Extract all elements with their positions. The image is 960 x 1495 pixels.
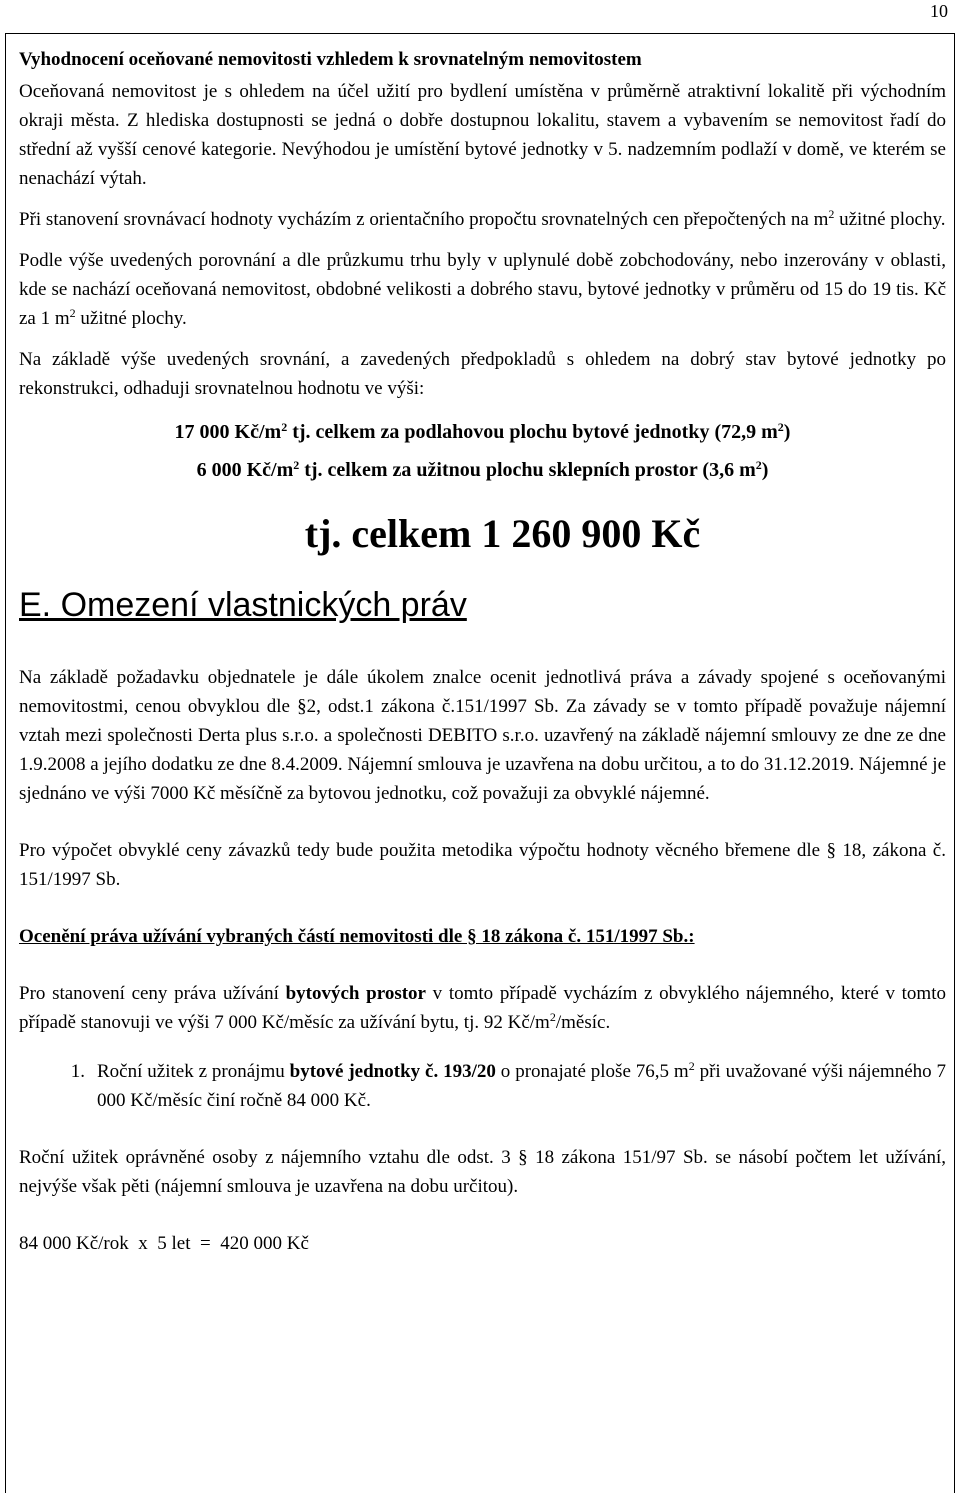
section-e-heading: E. Omezení vlastnických práv [19, 586, 467, 624]
paragraph-market: Podle výše uvedených porovnání a dle průzkumu trhu byly v uplynulé době zobchodovány, nebo inzerovány v oblasti, kde se nachází oceňovaná nemovitost, obdobné velikosti a dobrého stavu, bytové jednotky v průměru od 15 do 19 tis. Kč za 1 $m^2$ užitné plochy. [19, 250, 946, 329]
page-number: 10 [930, 1, 948, 21]
paragraph-lease: Na základě požadavku objednatele je dále úkolem znalce ocenit jednotlivá práva a závady spojené s oceňovanými nemovitostmi, cenou obvyklou dle §2, odst.1 zákona č.151/1997 Sb. Za závady se v tomto případě považuje nájemní vztah mezi společnosti Derta plus s.r.o. a společnosti DEBITO s.r.o. uzavřený na základě nájemní smlouvy ze dne ze dne 1.9.2008 a jejího dodatku ze dne 8.4.2009. Nájemní smlouva je uzavřena na dobu určitou, a to do 31.12.2019. Nájemné je sjednáno ve výši 7000 Kč měsíčně za bytovou jednotku, což považuji za obvyklé nájemné. [19, 667, 946, 804]
valuation-subheading: Ocenění práva užívání vybraných částí nemovitosti dle § 18 zákona č. 151/1997 Sb.: [19, 926, 695, 947]
value-line-cellar: 6 000 $Kč/m^2$ tj. celkem za užitnou plochu sklepních prostor (3,6 $m^2$) [196, 458, 769, 481]
calculation-line: 84 000 Kč/rok x 5 let = 420 000 Kč [19, 1233, 309, 1254]
list-item-number: 1. [70, 1061, 85, 1082]
document-body [19, 45, 946, 1258]
paragraph-location: Oceňovaná nemovitost je s ohledem na účel užití pro bydlení umístěna v průměrně atraktivní lokalitě při východním okraji města. Z hlediska dostupnosti se jedná o dobře dostupnou lokalitu, stavem a vybavením se nemovitost řadí do střední až vyšší cenové kategorie. Nevýhodou je umístění bytové jednotky v 5. nadzemním podlaží v domě, ve kterém se nenachází výtah. [19, 81, 946, 189]
paragraph-annual-benefit: Roční užitek oprávněné osoby z nájemního vztahu dle odst. 3 § 18 zákona 151/97 Sb. se násobí počtem let užívání, nejvýše však pěti (nájemní smlouva je uzavřena na dobu určitou). [19, 1147, 946, 1197]
list-item [19, 1057, 946, 1115]
paragraph-methodology: Pro výpočet obvyklé ceny závazků tedy bude použita metodika výpočtu hodnoty věcného břemene dle § 18, zákona č. 151/1997 Sb. [19, 840, 946, 890]
list-item-text: Roční užitek z pronájmu bytové jednotky č. 193/20 o pronajaté ploše 76,5 $m^2$ při uvažované výši nájemného 7 000 Kč/měsíc činí ročně 84 000 Kč. [97, 1059, 947, 1111]
value-line-apartment: 17 000 $Kč/m^2$ tj. celkem za podlahovou plochu bytové jednotky (72,9 $m^2$) [174, 420, 791, 443]
total-value: tj. celkem 1 260 900 Kč [304, 511, 701, 556]
paragraph-rent: Pro stanovení ceny práva užívání bytových prostor v tomto případě vycházím z obvyklého nájemného, které v tomto případě stanovuji ve výši 7 000 Kč/měsíc za užívání bytu, tj. 92 $Kč/m^2$/měsíc. [19, 983, 946, 1033]
paragraph-method: Při stanovení srovnávací hodnoty vycházím z orientačního propočtu srovnatelných cen přepočtených na $m^2$ užitné plochy. [19, 207, 946, 230]
paragraph-estimate: Na základě výše uvedených srovnání, a zavedených předpokladů s ohledem na dobrý stav bytové jednotky po rekonstrukci, odhaduji srovnatelnou hodnotu ve výši: [19, 349, 946, 399]
section-title: Vyhodnocení oceňované nemovitosti vzhledem k srovnatelným nemovitostem [19, 49, 642, 70]
